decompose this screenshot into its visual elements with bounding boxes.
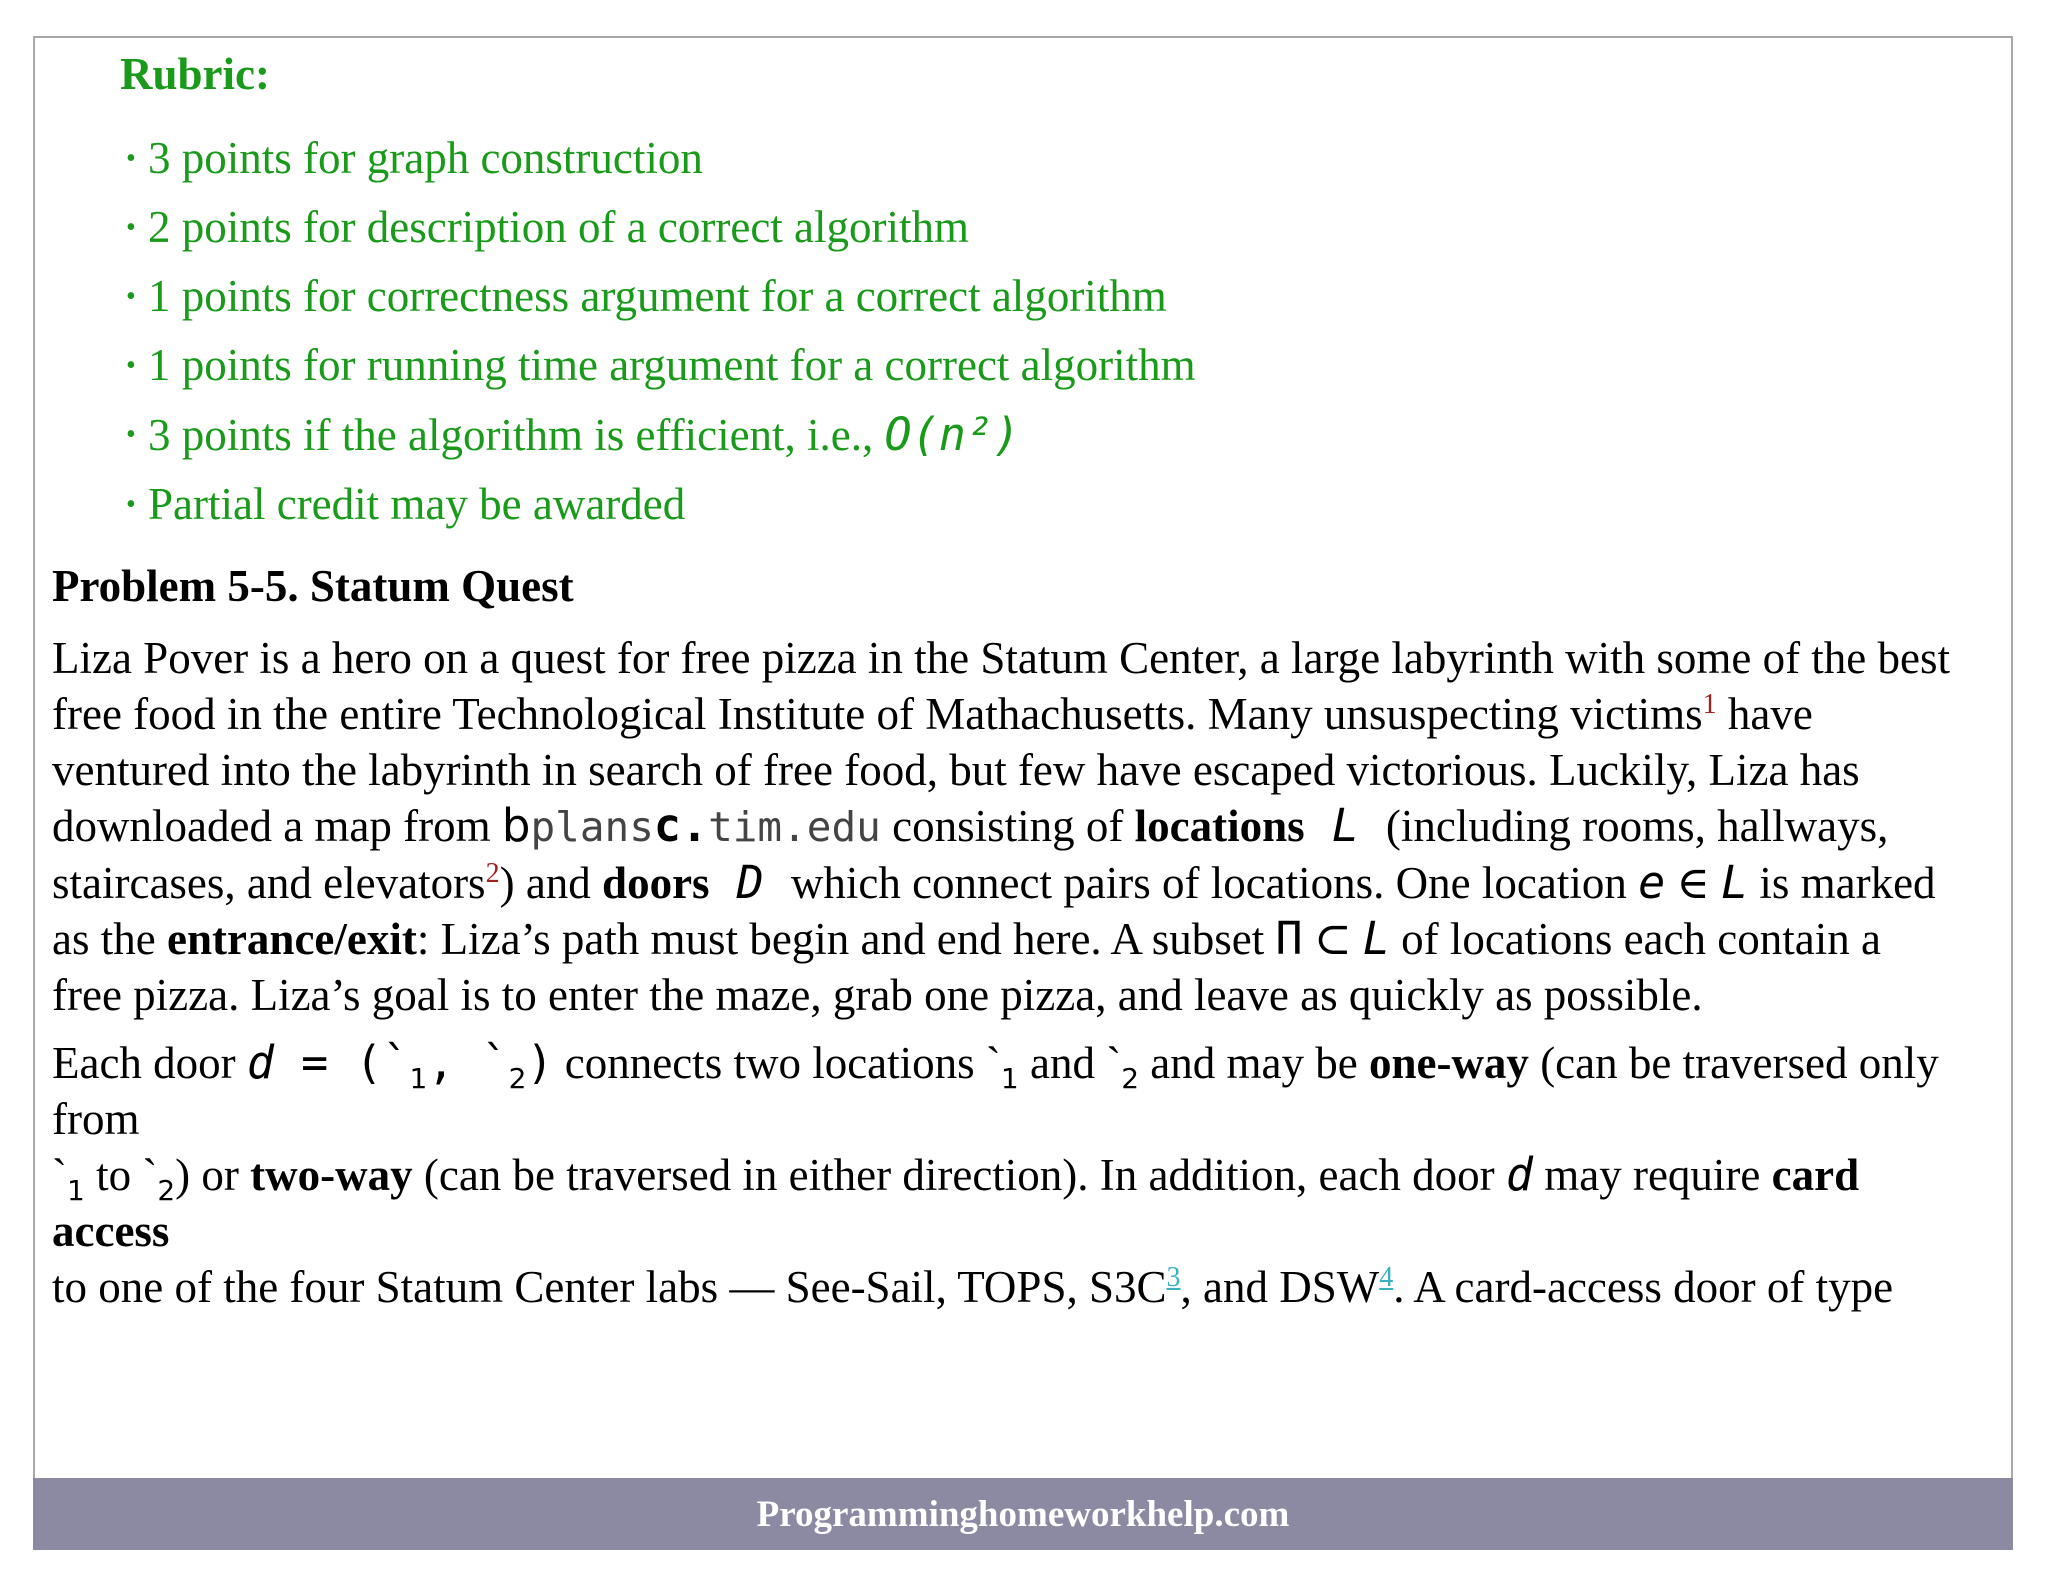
footnote-link-3[interactable]: 3 — [1166, 1262, 1181, 1293]
url-part: plans — [530, 803, 654, 851]
bullet-icon: • — [126, 281, 136, 312]
term-two-way: two-way — [250, 1150, 413, 1200]
bullet-icon: • — [126, 212, 136, 243]
url-part: tim.edu — [708, 803, 881, 851]
bullet-icon: • — [126, 143, 136, 174]
term-doors: doors — [602, 858, 710, 908]
rubric-section — [84, 44, 1196, 539]
complexity-bound: O(n²) — [884, 408, 1020, 461]
term-entrance-exit: entrance/exit — [166, 914, 417, 964]
problem-paragraph-2: Each door $d = (`_1$, $`_2$) connects two locations $`_1$ and $`_2$ and may be one-way (can be traversed only from $`_1$ to $`_2$) or two-way (can be traversed in either direction). In addition, each door d may require card access to one of the four Statum Center labs — See-Sail, TOPS, S3C$^3$, and DSW$^4$. A card-access door of type — [52, 1036, 1939, 1312]
bullet-icon: • — [126, 350, 136, 381]
rubric-title: Rubric: — [120, 49, 270, 99]
footer-bar — [33, 1478, 2013, 1550]
footer-site-name: Programminghomeworkhelp.com — [756, 1493, 1290, 1535]
rubric-item: • 3 points for graph construction — [84, 124, 1196, 193]
rubric-item: • 2 points for description of a correct algorithm — [84, 193, 1196, 262]
rubric-item: • 1 points for correctness argument for a correct algorithm — [84, 262, 1196, 331]
problem-title: Problem 5-5. Statum Quest — [52, 561, 574, 611]
term-card-access: card access — [52, 1150, 1860, 1256]
footnote-ref-1: 1 — [1702, 689, 1717, 720]
rubric-item: • 3 points if the algorithm is efficient, i.e., O(n²) — [84, 400, 1196, 470]
footnote-ref-2: 2 — [485, 858, 500, 889]
url-part: b — [501, 799, 531, 852]
rubric-item: • Partial credit may be awarded — [84, 470, 1196, 539]
url-part: c. — [653, 799, 709, 852]
bullet-icon: • — [126, 489, 136, 520]
rubric-item: • 1 points for running time argument for a correct algorithm — [84, 331, 1196, 400]
term-locations: locations — [1134, 801, 1305, 851]
problem-paragraph-1: Liza Pover is a hero on a quest for free pizza in the Statum Center, a large labyrinth with some of the best free food in the entire Technological Institute of Mathachusetts. Many unsuspecting victims$^1$ have ventured into the labyrinth in search of free food, but few have escaped victorious. Luckily, Liza has downloaded a map from bplansc.tim.edu consisting of locations L (including rooms, hallways, staircases, and elevators$^2$) and doors D which connect pairs of locations. One location e ∈ L is marked as the entrance/exit: Liza’s path must begin and end here. A subset Π ⊂ L of locations each contain a free pizza. Liza’s goal is to enter the maze, grab one pizza, and leave as quickly as possible. — [52, 633, 1951, 1020]
bullet-icon: • — [126, 419, 136, 450]
rubric-list — [84, 124, 1196, 539]
term-one-way: one-way — [1368, 1038, 1529, 1088]
footnote-link-4[interactable]: 4 — [1379, 1262, 1394, 1293]
problem-section — [52, 556, 1952, 1315]
